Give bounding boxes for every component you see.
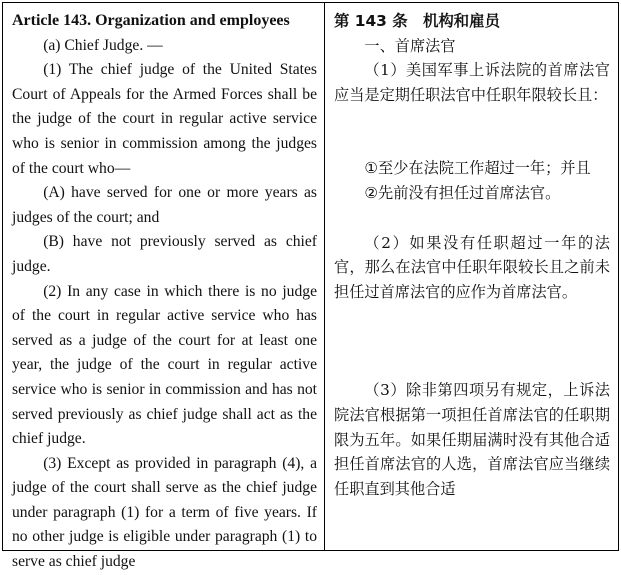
chinese-column	[325, 3, 618, 550]
chinese-paragraph-a: 一、首席法官	[364, 36, 456, 55]
chinese-paragraph-B: ②先前没有担任过首席法官。	[364, 183, 561, 202]
english-paragraph-A: (A) have served for one or more years as judges of the court; and	[12, 184, 317, 226]
english-paragraph-2: (2) In any case in which there is no judge of the court in regular active service who has served as a judge of the court for at least one year, the judge of the court in regular active service who is senior in commission and has not served previously as chief judge shall act as the chief judge.	[12, 282, 317, 448]
english-paragraph-B: (B) have not previously served as chief judge.	[12, 233, 317, 275]
english-column	[3, 3, 325, 571]
english-paragraph-1: (1) The chief judge of the United States Court of Appeals for the Armed Forces shall be the judge of the court in regular active service who is senior in commission among the judges of the court who—	[12, 61, 317, 177]
chinese-paragraph-2: （2）如果没有任职超过一年的法官，那么在法官中任职年限较长且之前未担任过首席法官的应作为首席法官。	[334, 233, 610, 301]
chinese-paragraph-A: ①至少在法院工作超过一年；并且	[364, 159, 591, 178]
chinese-paragraph-1: （1）美国军事上诉法院的首席法官应当是定期任职法官中任职年限较长且：	[334, 61, 610, 104]
english-paragraph-3: (3) Except as provided in paragraph (4), a judge of the court shall serve as the chief judge under paragraph (1) for a term of five years. If no other judge is eligible under paragraph (1) to serve as chief judge	[12, 454, 317, 571]
chinese-article-title: 第 143 条 机构和雇员	[334, 12, 500, 30]
chinese-paragraph-3: （3）除非第四项另有规定，上诉法院法官根据第一项担任首席法官的任职期限为五年。如果任期届满时没有其他合适担任首席法官的人选，首席法官应当继续任职直到其他合适	[334, 381, 610, 498]
english-article-title: Article 143. Organization and employees	[12, 12, 290, 29]
english-paragraph-a: (a) Chief Judge. —	[43, 36, 163, 54]
bilingual-statute-table	[2, 2, 619, 571]
